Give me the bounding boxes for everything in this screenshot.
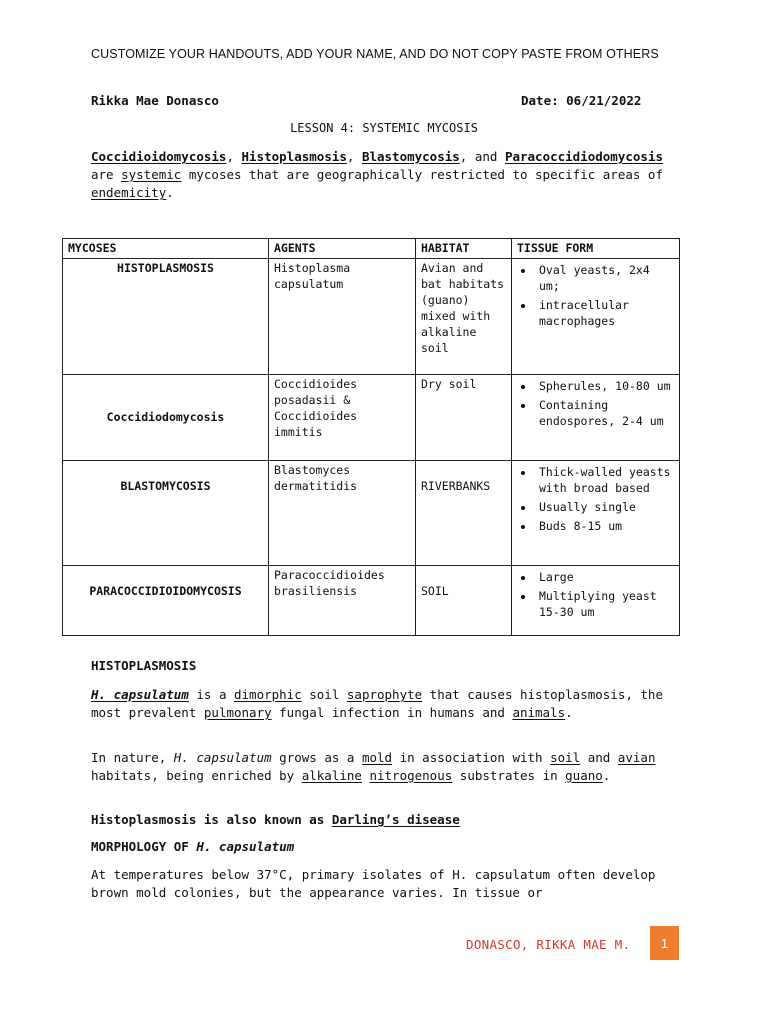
intro-text: are [91, 167, 122, 182]
cell-tissue-form [512, 461, 680, 566]
header-tissue-form: TISSUE FORM [512, 239, 680, 259]
term-h-capsulatum: H. capsulatum [91, 687, 189, 702]
lesson-title: LESSON 4: SYSTEMIC MYCOSIS [290, 121, 478, 135]
table-row [63, 461, 680, 566]
cell-agent: Blastomyces dermatitidis [269, 461, 416, 566]
para-text: In nature, [91, 750, 174, 765]
tissue-item: • intracellular macrophages [535, 297, 674, 329]
cell-tissue-form [512, 566, 680, 636]
header-agents: AGENTS [269, 239, 416, 259]
intro-paragraph [91, 148, 691, 202]
term-h-capsulatum: H. capsulatum [173, 750, 272, 765]
term-guano: guano [565, 768, 603, 783]
tissue-item: • Oval yeasts, 2x4 um; [535, 262, 674, 294]
table-row [63, 375, 680, 461]
para-text: soil [301, 687, 347, 702]
cell-agent: Paracoccidioides brasiliensis [269, 566, 416, 636]
intro-text: mycoses that are geographically restricted to specific areas of [181, 167, 663, 182]
cell-habitat: SOIL [416, 566, 512, 636]
heading-text: MORPHOLOGY OF [91, 839, 197, 854]
intro-text: , [346, 149, 362, 164]
para-text: and [580, 750, 618, 765]
table-header-row [63, 239, 680, 259]
handout-notice: CUSTOMIZE YOUR HANDOUTS, ADD YOUR NAME, AND DO NOT COPY PASTE FROM OTHERS [91, 47, 659, 61]
term-darlings-disease: Darling’s disease [331, 812, 460, 827]
term-saprophyte: saprophyte [346, 687, 423, 702]
para-text: Histoplasmosis is also known as [91, 812, 332, 827]
term-alkaline: alkaline [301, 768, 362, 783]
table-row [63, 259, 680, 375]
para-text: is a [188, 687, 234, 702]
intro-text: . [166, 185, 174, 200]
cell-tissue-form [512, 259, 680, 375]
para-text: grows as a [271, 750, 362, 765]
para-text: . [602, 768, 611, 783]
term-avian: avian [617, 750, 656, 765]
author-name: Rikka Mae Donasco [91, 93, 219, 108]
intro-text: , and [459, 149, 505, 164]
para-text: substrates in [452, 768, 566, 783]
para-text: that causes histoplasmosis, the most prevalent [91, 687, 663, 720]
footer-author: DONASCO, RIKKA MAE M. [466, 937, 631, 952]
page-number-badge: 1 [650, 926, 679, 960]
cell-agent: Coccidioides posadasii & Coccidioides immitis [269, 375, 416, 461]
term-coccidioidomycosis: Coccidioidomycosis [91, 149, 227, 164]
term-mold: mold [361, 750, 393, 765]
section-heading-histoplasmosis: HISTOPLASMOSIS [91, 658, 197, 673]
tissue-item: • Containing endospores, 2-4 um [535, 397, 674, 429]
term-nitrogenous: nitrogenous [369, 768, 453, 783]
tissue-item: • Thick-walled yeasts with broad based [535, 464, 674, 496]
term-endemicity: endemicity [91, 185, 167, 200]
para-text: fungal infection in humans and [271, 705, 513, 720]
term-blastomycosis: Blastomycosis [361, 149, 460, 164]
mycoses-table [62, 238, 680, 636]
cell-mycosis: Coccidiodomycosis [63, 375, 269, 461]
table-row [63, 566, 680, 636]
histo-paragraph-3 [91, 811, 691, 829]
tissue-item: • Large [535, 569, 674, 585]
term-histoplasmosis: Histoplasmosis [241, 149, 347, 164]
term-h-capsulatum: H. capsulatum [196, 839, 295, 854]
cell-mycosis: BLASTOMYCOSIS [63, 461, 269, 566]
cell-habitat: RIVERBANKS [416, 461, 512, 566]
tissue-item: • Spherules, 10-80 um [535, 378, 674, 394]
histo-paragraph-2 [91, 749, 691, 785]
term-animals: animals [512, 705, 566, 720]
histo-paragraph-4: At temperatures below 37°C, primary isolates of H. capsulatum often develop brown mold colonies, but the appearance varies. In tissue or [91, 867, 656, 900]
para-text: in association with [392, 750, 551, 765]
term-pulmonary: pulmonary [203, 705, 272, 720]
term-soil: soil [550, 750, 581, 765]
tissue-item: • Usually single [535, 499, 674, 515]
cell-habitat: Avian and bat habitats (guano) mixed with alkaline soil [416, 259, 512, 375]
cell-agent: Histoplasma capsulatum [269, 259, 416, 375]
term-dimorphic: dimorphic [234, 687, 302, 702]
para-text: habitats, being enriched by [91, 768, 302, 783]
term-systemic: systemic [121, 167, 182, 182]
histo-paragraph-1 [91, 686, 691, 722]
term-paracoccidiodomycosis: Paracoccidiodomycosis [504, 149, 663, 164]
intro-text: , [226, 149, 242, 164]
section-heading-morphology [91, 839, 294, 854]
document-date: Date: 06/21/2022 [521, 93, 642, 108]
tissue-item: • Multiplying yeast 15-30 um [535, 588, 674, 620]
cell-habitat: Dry soil [416, 375, 512, 461]
cell-mycosis: HISTOPLASMOSIS [63, 259, 269, 375]
header-mycoses: MYCOSES [63, 239, 269, 259]
cell-mycosis: PARACOCCIDIOIDOMYCOSIS [63, 566, 269, 636]
cell-tissue-form [512, 375, 680, 461]
para-text: . [565, 705, 573, 720]
header-habitat: HABITAT [416, 239, 512, 259]
tissue-item: • Buds 8-15 um [535, 518, 674, 534]
